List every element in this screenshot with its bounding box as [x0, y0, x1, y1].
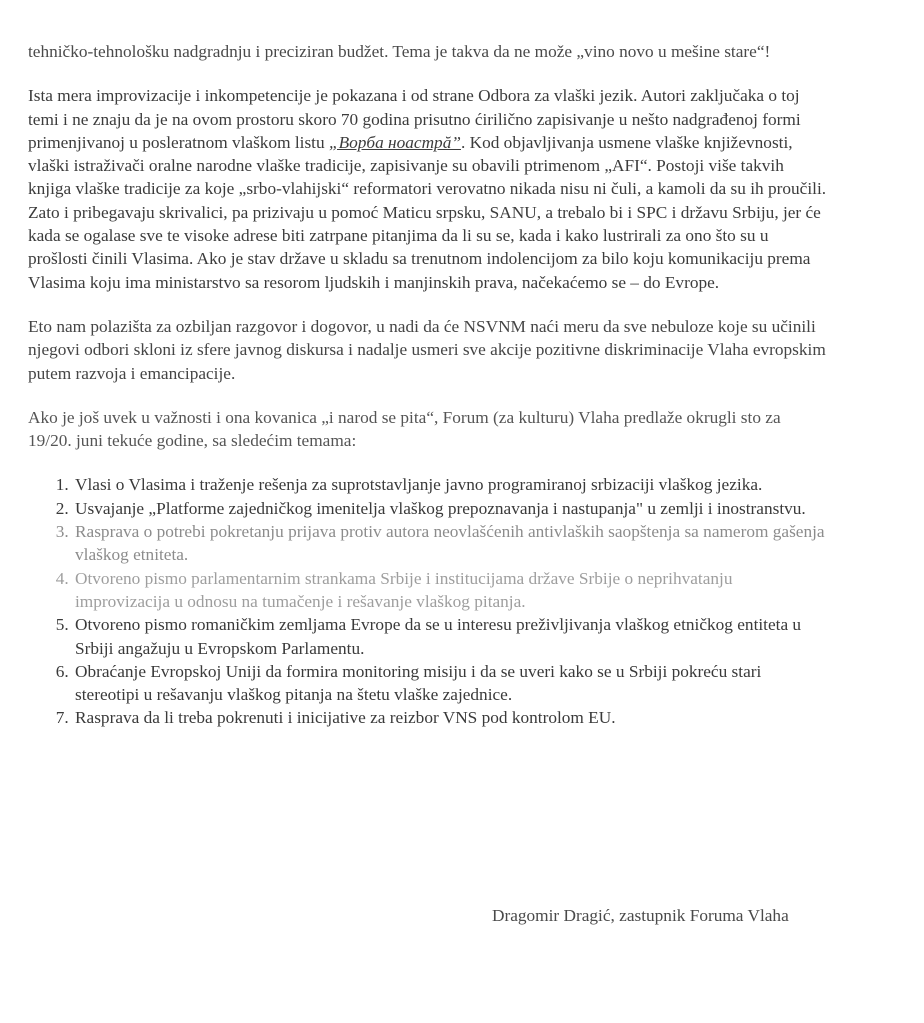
paragraph-text-part: . Kod objavljivanja usmene vlaške književnosti, vlaški istraživači oralne narodne vlaške tradicije, zapisivanje su obavili ptrimenom „AFI“. Postoji više takvih knjiga vlaške tradicije za koje „srbo-vlahijski“ reformatori verovatno nikada nisu ni čuli, a kamoli da su ih proučili. Zato i pribegavaju skrivalici, pa prizivaju u pomoć Maticu srpsku, SANU, a trebalo bi i SPC i državu Srbiju, jer će kada se ogalase sve te visoke adrese biti zatrpane pitanjima da li su se, kada i kako lustrirali za ono što su u prošlosti činili Vlasima. Ako je stav države u skladu sa trenutnom indolencijom za bilo koju komunikaciju prema Vlasima koju ima ministarstvo sa resorom ljudskih i manjinskih prava, načekaćemo se – do Evrope. [28, 132, 827, 292]
document-body [28, 40, 828, 730]
signature: Dragomir Dragić, zastupnik Foruma Vlaha [492, 906, 789, 925]
paragraph-intro: tehničko-tehnološku nadgradnju i preciziran budžet. Tema je takva da ne može „vino novo u mešine stare“! [28, 42, 771, 61]
list-item: 3. Rasprava o potrebi pokretanju prijava protiv autora neovlašćenih antivlaških saopštenja sa namerom gašenja vlaškog etniteta. [73, 520, 828, 567]
paragraph-round-table: Ako je još uvek u važnosti i ona kovanica „i narod se pita“, Forum (za kulturu) Vlaha predlaže okrugli sto za 19/20. juni tekuće godine, sa sledećim temama: [28, 407, 781, 451]
list-item: 6. Obraćanje Evropskoj Uniji da formira monitoring misiju i da se uveri kako se u Srbiji pokreću stari stereotipi u rešavanju vlaškog pitanja na štetu vlaške zajednice. [73, 660, 828, 707]
paragraph-proposal: Eto nam polazišta za ozbiljan razgovor i dogovor, u nadi da će NSVNM naći meru da sve nebuloze koje su učinili njegovi odbori skloni iz sfere javnog diskursa i nadalje usmeri sve akcije pozitivne diskriminacije Vlaha evropskim putem razvoja i emancipacije. [28, 316, 826, 383]
newspaper-title: „Ворба ноастрă” [328, 132, 461, 152]
paragraph-language-committee [28, 84, 828, 294]
list-item: 1. Vlasi o Vlasima i traženje rešenja za suprotstavljanje javno programiranoj srbizaciji vlaškog jezika. [73, 473, 828, 496]
list-item: 7. Rasprava da li treba pokrenuti i inicijative za reizbor VNS pod kontrolom EU. [73, 706, 828, 729]
list-item: 4. Otvoreno pismo parlamentarnim strankama Srbije i institucijama države Srbije o neprihvatanju improvizacija u odnosu na tumačenje i rešavanje vlaškog pitanja. [73, 567, 828, 614]
list-item: 2. Usvajanje „Platforme zajedničkog imenitelja vlaškog prepoznavanja i nastupanja" u zemlji i inostranstvu. [73, 497, 828, 520]
paragraph-text-part: Ista mera improvizacije i inkompetencije je pokazana i od strane Odbora za vlaški jezik. Autori zaključaka o toj temi i ne znaju da je na ovom prostoru skoro 70 godina prisutno ćirilično zapisivanje u nešto nadgrađenoj formi primenjivanoj u posleratnom vlaškom listu [28, 86, 801, 152]
topics-list [28, 473, 828, 729]
list-item: 5. Otvoreno pismo romaničkim zemljama Evrope da se u interesu preživljivanja vlaškog etničkog entiteta u Srbiji angažuju u Evropskom Parlamentu. [73, 613, 828, 660]
